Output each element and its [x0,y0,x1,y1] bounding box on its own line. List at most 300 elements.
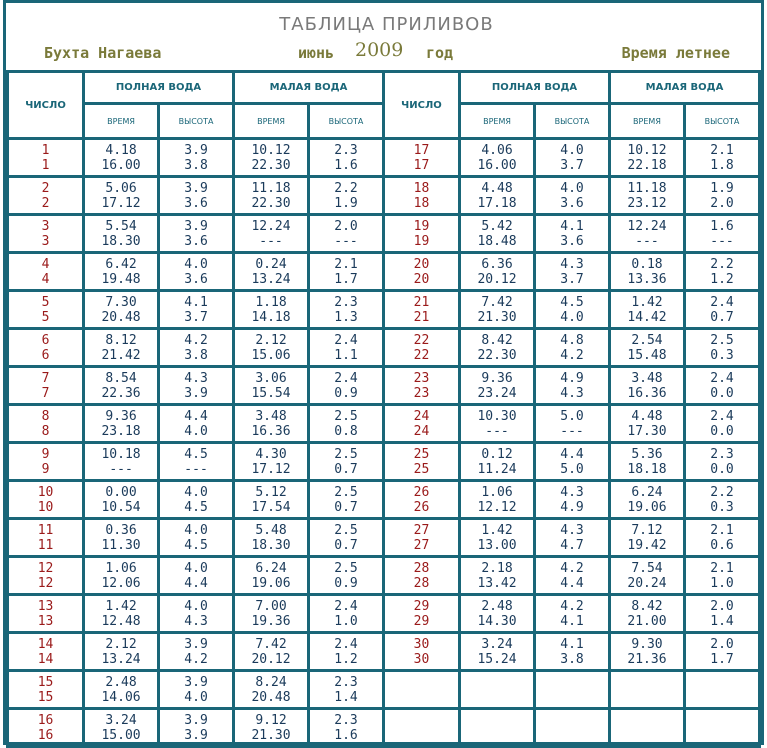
day-value: 27 [413,522,430,538]
day-value: 20 [413,256,430,272]
low-water-time-value: 3.06 [255,370,287,386]
low-water-time-value: 17.12 [251,461,291,477]
day-cell [383,329,459,367]
high-water-height-value: 4.2 [560,560,584,576]
high-water-height-value: 4.0 [560,142,584,158]
high-water-time-cell [460,481,535,519]
high-water-time-value: 8.12 [105,332,137,348]
high-water-height-value: 4.0 [184,522,208,538]
high-water-height-value: 4.5 [184,446,208,462]
day-value: 25 [413,446,430,462]
day-cell [383,291,459,329]
high-water-time-value: 13.24 [101,651,141,667]
low-water-time-cell [609,595,684,633]
high-water-time-cell [460,215,535,253]
high-water-time-cell [84,215,159,253]
low-water-time-value: 17.54 [251,499,291,515]
day-cell [8,177,84,215]
high-water-time-value: 2.48 [481,598,513,614]
high-water-height-value: 3.8 [184,157,208,173]
tide-table-frame [3,0,764,745]
day-cell [8,671,84,709]
low-water-height-value: 2.0 [710,195,734,211]
low-water-time-cell [234,291,309,329]
day-value: 18 [413,195,430,211]
high-water-time-value: 3.24 [481,636,513,652]
low-water-time-value: 21.30 [251,727,291,743]
low-water-time-value: 21.00 [627,613,667,629]
low-water-height-value: 2.3 [334,674,358,690]
low-water-height-value: 0.0 [710,423,734,439]
low-water-height-value: 2.0 [710,636,734,652]
high-water-time-cell [84,709,159,747]
low-water-height-value: 1.6 [710,218,734,234]
high-water-time-value: 16.00 [477,157,517,173]
high-water-time-value: 6.36 [481,256,513,272]
low-water-time-value: 20.48 [251,689,291,705]
high-water-height-cell [535,291,610,329]
high-water-height-value: 4.0 [184,256,208,272]
high-water-time-cell [84,329,159,367]
high-water-height-cell [535,633,610,671]
low-water-height-value: 0.7 [334,461,358,477]
table-row [8,443,760,481]
day-value: 1 [41,157,50,173]
day-value: 19 [413,218,430,234]
low-water-time-cell [234,481,309,519]
high-water-height-value: 3.9 [184,142,208,158]
low-water-time-value: 5.36 [631,446,663,462]
high-water-height-value: 3.9 [184,636,208,652]
high-water-time-value: 3.24 [105,712,137,728]
high-water-time-cell [84,557,159,595]
high-water-time-value: 4.06 [481,142,513,158]
low-water-time-value: 6.24 [631,484,663,500]
day-cell [383,709,459,747]
day-value: 8 [41,408,50,424]
day-value: 7 [41,370,50,386]
day-value: 9 [41,446,50,462]
high-water-time-value: 13.00 [477,537,517,553]
low-water-height-value: 2.5 [334,560,358,576]
low-water-time-cell [234,367,309,405]
day-value: 14 [37,651,54,667]
high-water-time-value: 2.12 [105,636,137,652]
high-water-time-cell [84,139,159,177]
low-water-height-cell [684,329,759,367]
high-water-height-value: 4.3 [560,256,584,272]
day-value: 9 [41,461,50,477]
low-water-time-value: 21.36 [627,651,667,667]
high-water-height-cell [159,557,234,595]
day-cell [8,215,84,253]
high-water-time-value: 7.30 [105,294,137,310]
table-row [8,671,760,709]
low-water-height-value: --- [334,233,358,249]
low-water-time-value: 15.06 [251,347,291,363]
high-water-time-value: 10.18 [101,446,141,462]
low-water-height-cell [684,443,759,481]
day-cell [383,139,459,177]
high-water-height-value: 4.4 [560,575,584,591]
high-water-time-value: 11.24 [477,461,517,477]
day-value: 15 [37,689,54,705]
low-water-height-value: 2.5 [334,446,358,462]
year-label: 2009 [355,39,404,61]
high-water-height-value: 4.3 [560,522,584,538]
high-water-time-value: 14.06 [101,689,141,705]
low-water-height-value: 2.5 [334,484,358,500]
high-water-time-value: 5.06 [105,180,137,196]
low-water-height-cell [309,177,384,215]
low-water-height-cell [684,177,759,215]
high-water-height-value: 3.6 [560,195,584,211]
day-value: 30 [413,651,430,667]
high-water-height-value: 4.9 [560,499,584,515]
low-water-time-value: 9.30 [631,636,663,652]
high-water-height-cell [535,215,610,253]
year-suffix-label: год [426,44,454,62]
low-water-height-cell [684,253,759,291]
high-water-time-value: 1.42 [105,598,137,614]
high-water-time-value: 15.00 [101,727,141,743]
low-water-height-value: 2.1 [710,142,734,158]
high-water-height-cell [535,253,610,291]
high-water-height-value: 3.9 [184,712,208,728]
high-water-time-value: 17.18 [477,195,517,211]
high-water-height-value: 4.1 [560,613,584,629]
high-water-time-cell [460,405,535,443]
high-water-height-cell [535,481,610,519]
low-water-time-cell [234,215,309,253]
low-water-time-value: 0.18 [631,256,663,272]
day-value: 18 [413,180,430,196]
day-cell [8,329,84,367]
low-water-height-value: 0.0 [710,385,734,401]
low-water-height-cell [309,557,384,595]
column-header-low-water: МАЛАЯ ВОДА [234,72,384,104]
high-water-height-cell [535,519,610,557]
low-water-height-value: 2.2 [334,180,358,196]
column-header-high-water: ПОЛНАЯ ВОДА [460,72,610,104]
day-value: 8 [41,423,50,439]
low-water-time-cell [609,709,684,747]
low-water-time-value: 1.18 [255,294,287,310]
high-water-height-cell [159,177,234,215]
high-water-time-value: 13.42 [477,575,517,591]
high-water-time-value: 1.06 [105,560,137,576]
high-water-height-value: 3.9 [184,674,208,690]
day-cell [383,443,459,481]
high-water-height-cell [535,329,610,367]
day-value: 23 [413,370,430,386]
low-water-time-cell [609,139,684,177]
high-water-height-value: 3.7 [560,271,584,287]
low-water-time-cell [609,215,684,253]
high-water-height-value: 4.4 [184,408,208,424]
low-water-time-value: 14.42 [627,309,667,325]
day-value: 17 [413,142,430,158]
high-water-time-value: 9.36 [105,408,137,424]
low-water-height-cell [684,595,759,633]
day-value: 16 [37,712,54,728]
high-water-time-value: 15.24 [477,651,517,667]
day-value: 4 [41,271,50,287]
low-water-time-cell [234,595,309,633]
day-value: 28 [413,575,430,591]
day-value: 22 [413,347,430,363]
low-water-height-value: 2.3 [710,446,734,462]
low-water-height-value: 2.5 [334,522,358,538]
low-water-time-value: 5.12 [255,484,287,500]
table-row [8,329,760,367]
table-row [8,177,760,215]
low-water-height-value: 1.2 [334,651,358,667]
day-value: 22 [413,332,430,348]
low-water-height-value: 2.2 [710,256,734,272]
low-water-height-cell [684,405,759,443]
high-water-height-cell [535,405,610,443]
low-water-time-value: 10.12 [627,142,667,158]
day-cell [8,443,84,481]
low-water-height-cell [684,215,759,253]
day-value: 16 [37,727,54,743]
low-water-height-value: 1.7 [334,271,358,287]
high-water-time-value: 16.00 [101,157,141,173]
day-value: 26 [413,484,430,500]
column-header-high-water: ПОЛНАЯ ВОДА [84,72,234,104]
high-water-height-cell [535,709,610,747]
low-water-height-value: 0.3 [710,347,734,363]
low-water-height-value: 0.9 [334,575,358,591]
high-water-time-cell [84,405,159,443]
low-water-height-cell [309,367,384,405]
high-water-height-value: 4.4 [184,575,208,591]
low-water-time-cell [234,557,309,595]
day-cell [8,253,84,291]
low-water-time-cell [609,443,684,481]
high-water-time-cell [84,595,159,633]
high-water-time-value: 5.42 [481,218,513,234]
high-water-height-cell [159,709,234,747]
low-water-height-cell [684,481,759,519]
low-water-height-cell [684,709,759,747]
high-water-height-value: 4.2 [560,347,584,363]
low-water-time-cell [234,443,309,481]
high-water-height-cell [535,443,610,481]
low-water-height-cell [309,291,384,329]
low-water-time-cell [234,633,309,671]
high-water-height-cell [159,671,234,709]
table-row [8,481,760,519]
column-header-time: ВРЕМЯ [609,104,684,139]
low-water-height-value: 2.1 [334,256,358,272]
high-water-height-cell [159,519,234,557]
low-water-height-value: 2.3 [334,142,358,158]
day-value: 6 [41,332,50,348]
low-water-height-cell [309,633,384,671]
high-water-time-value: 12.06 [101,575,141,591]
low-water-time-value: 14.18 [251,309,291,325]
high-water-height-value: --- [184,461,208,477]
high-water-height-value: 3.8 [184,347,208,363]
day-value: 24 [413,423,430,439]
high-water-time-value: 12.48 [101,613,141,629]
table-row [8,291,760,329]
high-water-height-value: 4.3 [184,370,208,386]
day-cell [383,633,459,671]
low-water-height-value: 2.0 [334,218,358,234]
low-water-height-value: 1.9 [710,180,734,196]
high-water-height-value: 4.5 [184,499,208,515]
table-row [8,367,760,405]
low-water-height-value: 1.6 [334,727,358,743]
column-header-height: ВЫСОТА [535,104,610,139]
high-water-time-cell [460,367,535,405]
day-value: 7 [41,385,50,401]
low-water-time-value: 8.24 [255,674,287,690]
low-water-height-value: 1.0 [334,613,358,629]
day-cell [8,139,84,177]
day-cell [8,633,84,671]
high-water-time-cell [460,139,535,177]
day-value: 21 [413,309,430,325]
low-water-height-value: 2.5 [334,408,358,424]
day-cell [383,253,459,291]
high-water-height-cell [159,481,234,519]
low-water-time-cell [234,671,309,709]
high-water-height-cell [535,139,610,177]
high-water-height-cell [535,595,610,633]
high-water-height-value: 4.2 [184,332,208,348]
high-water-time-value: 22.36 [101,385,141,401]
day-cell [383,557,459,595]
low-water-height-value: 0.3 [710,499,734,515]
day-value: 13 [37,613,54,629]
day-value: 1 [41,142,50,158]
low-water-time-cell [234,253,309,291]
table-row [8,215,760,253]
high-water-time-cell [460,253,535,291]
high-water-time-cell [460,633,535,671]
low-water-time-value: 15.54 [251,385,291,401]
low-water-height-value: 1.1 [334,347,358,363]
high-water-height-value: 4.4 [560,446,584,462]
low-water-time-cell [609,329,684,367]
high-water-height-value: 3.6 [184,195,208,211]
day-cell [8,595,84,633]
low-water-time-value: --- [259,233,283,249]
high-water-height-value: 4.5 [184,537,208,553]
low-water-time-value: --- [635,233,659,249]
column-header-day: ЧИСЛО [8,72,84,139]
high-water-time-value: 8.54 [105,370,137,386]
high-water-time-value: 19.48 [101,271,141,287]
high-water-time-value: 17.12 [101,195,141,211]
high-water-time-cell [84,177,159,215]
day-value: 15 [37,674,54,690]
day-cell [8,557,84,595]
high-water-time-value: 18.48 [477,233,517,249]
low-water-height-value: 1.2 [710,271,734,287]
high-water-time-value: 10.30 [477,408,517,424]
high-water-height-value: 4.0 [560,309,584,325]
low-water-time-value: 23.12 [627,195,667,211]
high-water-time-value: 7.42 [481,294,513,310]
day-value: 10 [37,484,54,500]
day-value: 24 [413,408,430,424]
low-water-time-value: 7.54 [631,560,663,576]
high-water-time-value: --- [485,423,509,439]
low-water-time-value: 2.12 [255,332,287,348]
high-water-height-value: 4.0 [184,484,208,500]
high-water-time-value: 18.30 [101,233,141,249]
high-water-height-cell [535,367,610,405]
low-water-time-value: 16.36 [627,385,667,401]
low-water-time-cell [609,367,684,405]
low-water-time-value: 19.42 [627,537,667,553]
table-row [8,405,760,443]
high-water-time-cell [460,177,535,215]
low-water-height-value: 2.5 [710,332,734,348]
high-water-time-value: 0.36 [105,522,137,538]
day-value: 3 [41,233,50,249]
low-water-height-value: 2.4 [710,294,734,310]
high-water-time-cell [84,443,159,481]
high-water-time-value: 2.18 [481,560,513,576]
high-water-height-value: 4.3 [560,385,584,401]
low-water-time-value: 19.06 [251,575,291,591]
low-water-height-value: 0.7 [710,309,734,325]
high-water-time-cell [84,291,159,329]
table-row [8,557,760,595]
low-water-height-cell [309,139,384,177]
high-water-time-cell [460,291,535,329]
high-water-height-value: 4.2 [560,598,584,614]
low-water-time-cell [609,671,684,709]
high-water-height-value: 5.0 [560,408,584,424]
low-water-time-value: 4.48 [631,408,663,424]
day-value: 6 [41,347,50,363]
low-water-height-value: 2.3 [334,294,358,310]
day-cell [383,405,459,443]
high-water-time-value: 22.30 [477,347,517,363]
low-water-time-cell [234,177,309,215]
low-water-time-value: 1.42 [631,294,663,310]
table-row [8,633,760,671]
high-water-height-value: 4.1 [560,636,584,652]
high-water-time-value: --- [109,461,133,477]
high-water-height-value: 4.9 [560,370,584,386]
low-water-height-cell [309,709,384,747]
high-water-height-value: 4.1 [560,218,584,234]
day-value: 12 [37,575,54,591]
high-water-time-value: 20.12 [477,271,517,287]
low-water-height-value: 2.1 [710,560,734,576]
high-water-height-value: 3.9 [184,218,208,234]
high-water-height-value: 4.0 [560,180,584,196]
low-water-height-value: 2.4 [334,370,358,386]
low-water-time-cell [234,519,309,557]
low-water-height-cell [309,215,384,253]
high-water-time-value: 23.18 [101,423,141,439]
low-water-height-value: 2.1 [710,522,734,538]
low-water-time-value: 7.00 [255,598,287,614]
high-water-time-value: 12.12 [477,499,517,515]
low-water-time-cell [234,405,309,443]
high-water-height-cell [159,291,234,329]
high-water-height-value: 5.0 [560,461,584,477]
